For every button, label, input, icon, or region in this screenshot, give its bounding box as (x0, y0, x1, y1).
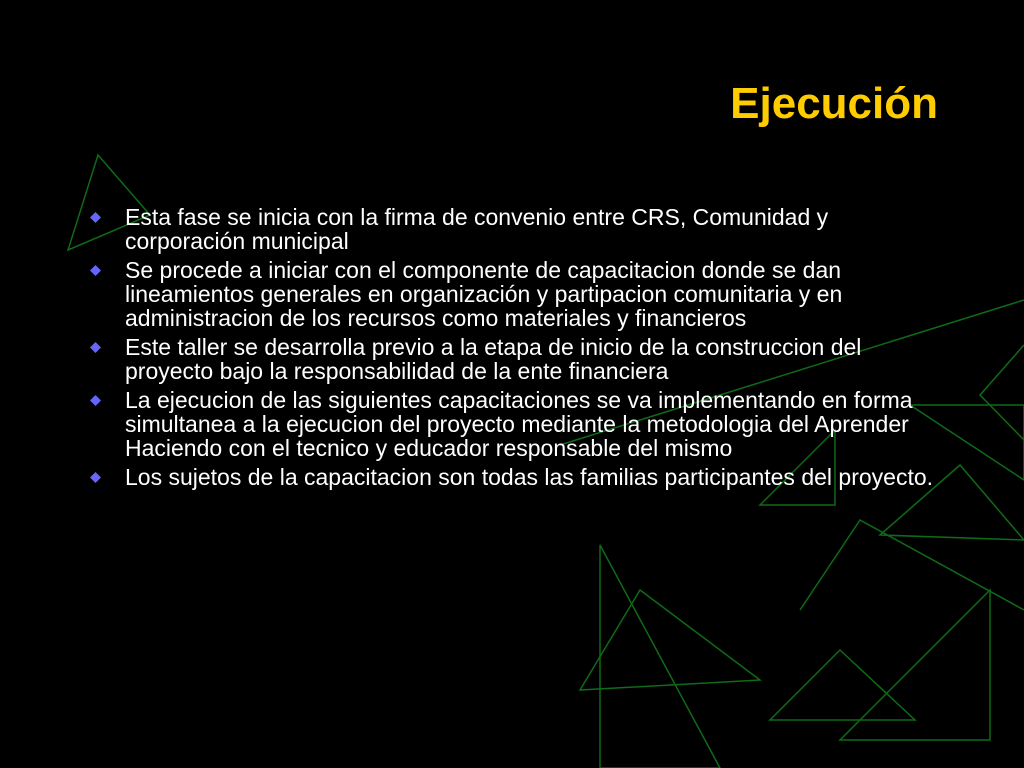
diamond-bullet-icon (90, 212, 101, 223)
bullet-text: Los sujetos de la capacitacion son todas las familias participantes del proyecto. (125, 464, 934, 490)
slide-title: Ejecución (730, 79, 938, 128)
bullet-text: Se procede a iniciar con el componente de capacitacion donde se dan lineamientos generales en organización y partipacion comunitaria y en administracion de los recursos como materiales y financieros (125, 257, 843, 331)
bullet-item (88, 465, 948, 489)
diamond-bullet-icon (90, 472, 101, 483)
diamond-bullet-icon (90, 395, 101, 406)
bullet-list (88, 205, 948, 494)
bullet-text: La ejecucion de las siguientes capacitaciones se va implementando en forma simultanea a la ejecucion del proyecto mediante la metodologia del Aprender Haciendo con el tecnico y educador responsable del mismo (125, 387, 913, 461)
bullet-text: Esta fase se inicia con la firma de convenio entre CRS, Comunidad y corporación municipal (125, 204, 829, 254)
bullet-item (88, 258, 948, 330)
decor-triangle-bottom-1 (600, 545, 720, 768)
bullet-text: Este taller se desarrolla previo a la etapa de inicio de la construccion del proyecto bajo la responsabilidad de la ente financiera (125, 334, 862, 384)
diamond-bullet-icon (90, 265, 101, 276)
decor-triangle-bottom-4 (840, 590, 990, 740)
decor-line-right-2 (980, 345, 1024, 440)
decor-triangle-bottom-3 (770, 650, 915, 720)
bullet-item (88, 205, 948, 253)
diamond-bullet-icon (90, 342, 101, 353)
bullet-item (88, 388, 948, 460)
bullet-item (88, 335, 948, 383)
